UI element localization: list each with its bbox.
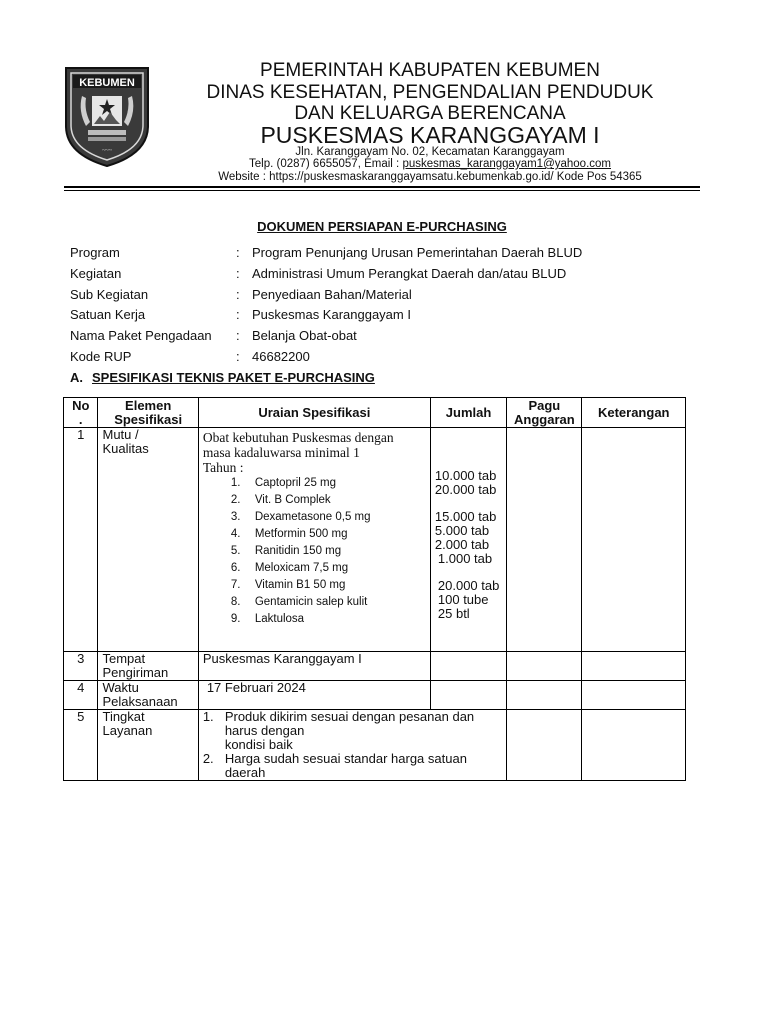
- list-item: 9. Laktulosa: [230, 613, 305, 625]
- document-title: DOKUMEN PERSIAPAN E-PURCHASING: [257, 219, 507, 234]
- info-row-kegiatan: [70, 266, 710, 286]
- qty: 5.000 tab: [434, 523, 490, 538]
- cell-keterangan: [582, 710, 686, 781]
- table-row: [64, 710, 686, 781]
- header-pagu: Pagu Anggaran: [507, 398, 582, 428]
- uraian-intro: Obat kebutuhan Puskesmas dengan masa kadaluwarsa minimal 1 Tahun :: [202, 430, 394, 475]
- info-row-kode-rup: [70, 349, 710, 369]
- header-jumlah: Jumlah: [430, 398, 506, 428]
- cell-elemen: Waktu Pelaksanaan: [98, 681, 198, 710]
- list-item: 2. Harga sudah sesuai standar harga satuan daerah: [202, 751, 467, 780]
- cell-elemen: Tingkat Layanan: [98, 710, 198, 781]
- info-label: Nama Paket Pengadaan: [70, 328, 212, 343]
- list-item: 7. Vitamin B1 50 mg: [230, 579, 346, 591]
- cell-no: 5: [64, 710, 98, 781]
- qty: 20.000 tab: [434, 482, 497, 497]
- info-value: Administrasi Umum Perangkat Daerah dan/atau BLUD: [252, 266, 567, 281]
- qty: 2.000 tab: [434, 537, 490, 552]
- qty: 25 btl: [437, 606, 470, 621]
- header-rule-thick: [64, 186, 700, 188]
- info-value: Penyediaan Bahan/Material: [252, 287, 412, 302]
- agency-name-1: DINAS KESEHATAN, PENGENDALIAN PENDUDUK: [206, 82, 654, 103]
- table-header-row: [64, 398, 686, 428]
- info-row-sub-kegiatan: [70, 287, 710, 307]
- cell-uraian: Puskesmas Karanggayam I: [198, 652, 430, 681]
- cell-jumlah: [430, 652, 506, 681]
- website-line: Website : https://puskesmaskaranggayamsatu.kebumenkab.go.id/ Kode Pos 54365: [218, 171, 642, 183]
- info-label: Sub Kegiatan: [70, 287, 149, 302]
- gov-name: PEMERINTAH KABUPATEN KEBUMEN: [260, 60, 600, 81]
- qty: 10.000 tab: [434, 468, 497, 483]
- cell-no: 1: [64, 428, 98, 652]
- header-rule-thin: [64, 190, 700, 191]
- cell-pagu: [507, 652, 582, 681]
- section-title: SPESIFIKASI TEKNIS PAKET E-PURCHASING: [92, 370, 375, 385]
- drug-list: [203, 475, 426, 628]
- info-label: Kegiatan: [70, 266, 122, 281]
- info-colon: :: [236, 328, 240, 343]
- info-label: Program: [70, 245, 120, 260]
- header-no: No .: [64, 398, 98, 428]
- spec-table-wrapper: [63, 397, 686, 781]
- cell-elemen: Tempat Pengiriman: [98, 652, 198, 681]
- agency-name-2: DAN KELUARGA BERENCANA: [294, 103, 566, 124]
- info-value: Program Penunjang Urusan Pemerintahan Daerah BLUD: [252, 245, 583, 260]
- list-item: 3. Dexametasone 0,5 mg: [230, 511, 371, 523]
- cell-pagu: [507, 681, 582, 710]
- service-list: [203, 710, 502, 780]
- info-colon: :: [236, 287, 240, 302]
- list-item: 1. Captopril 25 mg: [230, 477, 337, 489]
- info-label: Satuan Kerja: [70, 307, 146, 322]
- info-row-program: [70, 245, 710, 265]
- cell-keterangan: [582, 681, 686, 710]
- cell-no: 3: [64, 652, 98, 681]
- table-row: [64, 428, 686, 652]
- info-value: 46682200: [252, 349, 310, 364]
- list-item: 4. Metformin 500 mg: [230, 528, 348, 540]
- logo-text: KEBUMEN: [79, 77, 135, 89]
- info-value: Puskesmas Karanggayam I: [252, 307, 411, 322]
- qty: 100 tube: [437, 592, 489, 607]
- qty: 1.000 tab: [437, 551, 493, 566]
- section-heading: [70, 370, 375, 385]
- info-colon: :: [236, 266, 240, 281]
- cell-keterangan: [582, 652, 686, 681]
- header-elemen: Elemen Spesifikasi: [98, 398, 198, 428]
- cell-uraian: 17 Februari 2024: [198, 681, 430, 710]
- info-colon: :: [236, 349, 240, 364]
- cell-elemen: Mutu / Kualitas: [98, 428, 198, 652]
- list-item: 2. Vit. B Complek: [230, 494, 331, 506]
- header-uraian: Uraian Spesifikasi: [198, 398, 430, 428]
- list-item: 5. Ranitidin 150 mg: [230, 545, 342, 557]
- table-row: [64, 681, 686, 710]
- table-row: [64, 652, 686, 681]
- list-item: 8. Gentamicin salep kulit: [230, 596, 368, 608]
- info-colon: :: [236, 245, 240, 260]
- spec-table: [63, 397, 686, 781]
- qty: 20.000 tab: [437, 578, 500, 593]
- cell-uraian: [198, 710, 506, 781]
- svg-text:~~~: ~~~: [102, 148, 112, 154]
- qty: 15.000 tab: [434, 509, 497, 524]
- info-label: Kode RUP: [70, 349, 132, 364]
- cell-pagu: [507, 710, 582, 781]
- list-item: 6. Meloxicam 7,5 mg: [230, 562, 349, 574]
- address: Jln. Karanggayam No. 02, Kecamatan Karanggayam: [295, 146, 565, 158]
- kebumen-logo: [64, 66, 150, 168]
- cell-no: 4: [64, 681, 98, 710]
- cell-jumlah: [430, 681, 506, 710]
- cell-uraian: [198, 428, 430, 652]
- contact-prefix: Telp. (0287) 6655057, Email :: [249, 158, 403, 170]
- puskesmas-name: PUSKESMAS KARANGGAYAM I: [260, 122, 600, 148]
- email-link[interactable]: puskesmas_karanggayam1@yahoo.com: [402, 158, 611, 170]
- cell-pagu: [507, 428, 582, 652]
- contact-line: [150, 158, 710, 170]
- info-row-nama-paket: [70, 328, 710, 348]
- cell-keterangan: [582, 428, 686, 652]
- info-value: Belanja Obat-obat: [252, 328, 357, 343]
- section-letter: A.: [70, 370, 83, 385]
- cell-jumlah: [430, 428, 506, 652]
- header-keterangan: Keterangan: [582, 398, 686, 428]
- list-item: 1. Produk dikirim sesuai dengan pesanan dan harus dengan kondisi baik: [202, 709, 475, 752]
- info-colon: :: [236, 307, 240, 322]
- info-row-satuan-kerja: [70, 307, 710, 327]
